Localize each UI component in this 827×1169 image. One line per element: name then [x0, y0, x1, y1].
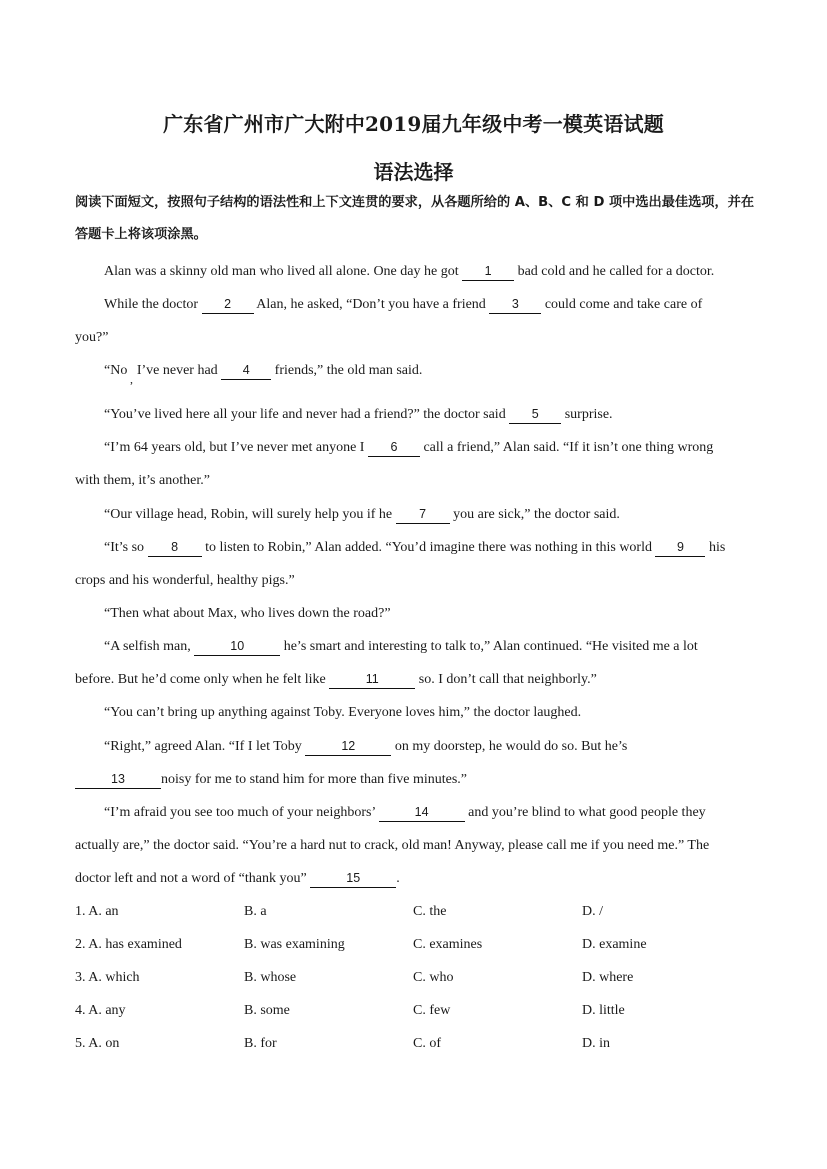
- passage-line: crops and his wonderful, healthy pigs.”: [75, 573, 295, 588]
- blank-1: 1: [462, 263, 514, 281]
- question-options-3: [75, 968, 775, 988]
- option-a[interactable]: 5. A. on: [75, 1036, 120, 1051]
- option-d[interactable]: D. in: [582, 1036, 610, 1051]
- blank-9: 9: [655, 539, 705, 557]
- passage-line: “No I’ve never had 4 friends,” the old man said.: [104, 363, 423, 378]
- option-d[interactable]: D. little: [582, 1003, 625, 1018]
- passage-line: “I’m afraid you see too much of your neighbors’ 14 and you’re blind to what good people they: [104, 805, 706, 820]
- passage-line: “It’s so 8 to listen to Robin,” Alan added. “You’d imagine there was nothing in this world 9 his: [104, 540, 726, 555]
- option-c[interactable]: C. examines: [413, 937, 483, 952]
- passage-line: “You can’t bring up anything against Toby. Everyone loves him,” the doctor laughed.: [104, 705, 582, 720]
- option-c[interactable]: C. of: [413, 1036, 441, 1051]
- option-d[interactable]: D. examine: [582, 937, 647, 952]
- question-options-4: [75, 1001, 775, 1021]
- passage-line: “You’ve lived here all your life and never had a friend?” the doctor said 5 surprise.: [104, 407, 613, 422]
- passage-line: you?”: [75, 330, 109, 345]
- blank-4: 4: [221, 362, 271, 380]
- passage-line: Alan was a skinny old man who lived all alone. One day he got 1 bad cold and he called for a doctor.: [104, 264, 715, 279]
- blank-2: 2: [202, 296, 254, 314]
- option-b[interactable]: B. was examining: [244, 937, 345, 952]
- option-b[interactable]: B. for: [244, 1036, 277, 1051]
- passage-line: “Then what about Max, who lives down the road?”: [104, 606, 391, 621]
- option-a[interactable]: 3. A. which: [75, 970, 140, 985]
- passage-line: before. But he’d come only when he felt like 11 so. I don’t call that neighborly.”: [75, 672, 597, 687]
- section-subtitle: 语法选择: [373, 160, 454, 184]
- passage-line: “Our village head, Robin, will surely help you if he 7 you are sick,” the doctor said.: [104, 507, 620, 522]
- passage-line: 13 noisy for me to stand him for more than five minutes.”: [75, 770, 467, 790]
- question-options-5: [75, 1034, 775, 1054]
- passage-line: “Right,” agreed Alan. “If I let Toby 12 on my doorstep, he would do so. But he’s: [104, 739, 628, 754]
- option-a[interactable]: 1. A. an: [75, 904, 119, 919]
- blank-12: 12: [305, 738, 391, 756]
- option-a[interactable]: 2. A. has examined: [75, 937, 182, 952]
- blank-5: 5: [509, 406, 561, 424]
- question-options-2: [75, 935, 775, 955]
- blank-8: 8: [148, 539, 202, 557]
- blank-11: 11: [329, 671, 415, 689]
- passage-line: “A selfish man, 10 he’s smart and interesting to talk to,” Alan continued. “He visited me a lot: [104, 639, 698, 654]
- blank-3: 3: [489, 296, 541, 314]
- option-c[interactable]: C. who: [413, 970, 454, 985]
- passage-line: actually are,” the doctor said. “You’re a hard nut to crack, old man! Anyway, please call me if you need me.” The: [75, 838, 710, 853]
- blank-10: 10: [194, 638, 280, 656]
- passage-line: “I’m 64 years old, but I’ve never met anyone I 6 call a friend,” Alan said. “If it isn’t one thing wrong: [104, 440, 714, 455]
- option-a[interactable]: 4. A. any: [75, 1003, 126, 1018]
- option-d[interactable]: D. where: [582, 970, 634, 985]
- passage-line: with them, it’s another.”: [75, 473, 210, 488]
- passage-line: doctor left and not a word of “thank you” 15 .: [75, 871, 400, 886]
- option-b[interactable]: B. whose: [244, 970, 297, 985]
- blank-13: 13: [75, 771, 161, 789]
- blank-6: 6: [368, 439, 420, 457]
- blank-14: 14: [379, 804, 465, 822]
- blank-7: 7: [396, 506, 450, 524]
- question-options-1: [75, 902, 775, 922]
- option-c[interactable]: C. the: [413, 904, 447, 919]
- option-c[interactable]: C. few: [413, 1003, 451, 1018]
- option-b[interactable]: B. some: [244, 1003, 290, 1018]
- page-title: 广东省广州市广大附中2019届九年级中考一模英语试题: [163, 112, 664, 136]
- option-d[interactable]: D. /: [582, 904, 603, 919]
- blank-15: 15: [310, 870, 396, 888]
- passage-line: While the doctor 2 Alan, he asked, “Don’t you have a friend 3 could come and take care of: [104, 297, 703, 312]
- stray-comma: ,: [130, 372, 133, 386]
- option-b[interactable]: B. a: [244, 904, 267, 919]
- instructions: 阅读下面短文，按照句子结构的语法性和上下文连贯的要求，从各题所给的 A、B、C 和 D 项中选出最佳选项，并在答题卡上将该项涂黑。: [75, 195, 755, 242]
